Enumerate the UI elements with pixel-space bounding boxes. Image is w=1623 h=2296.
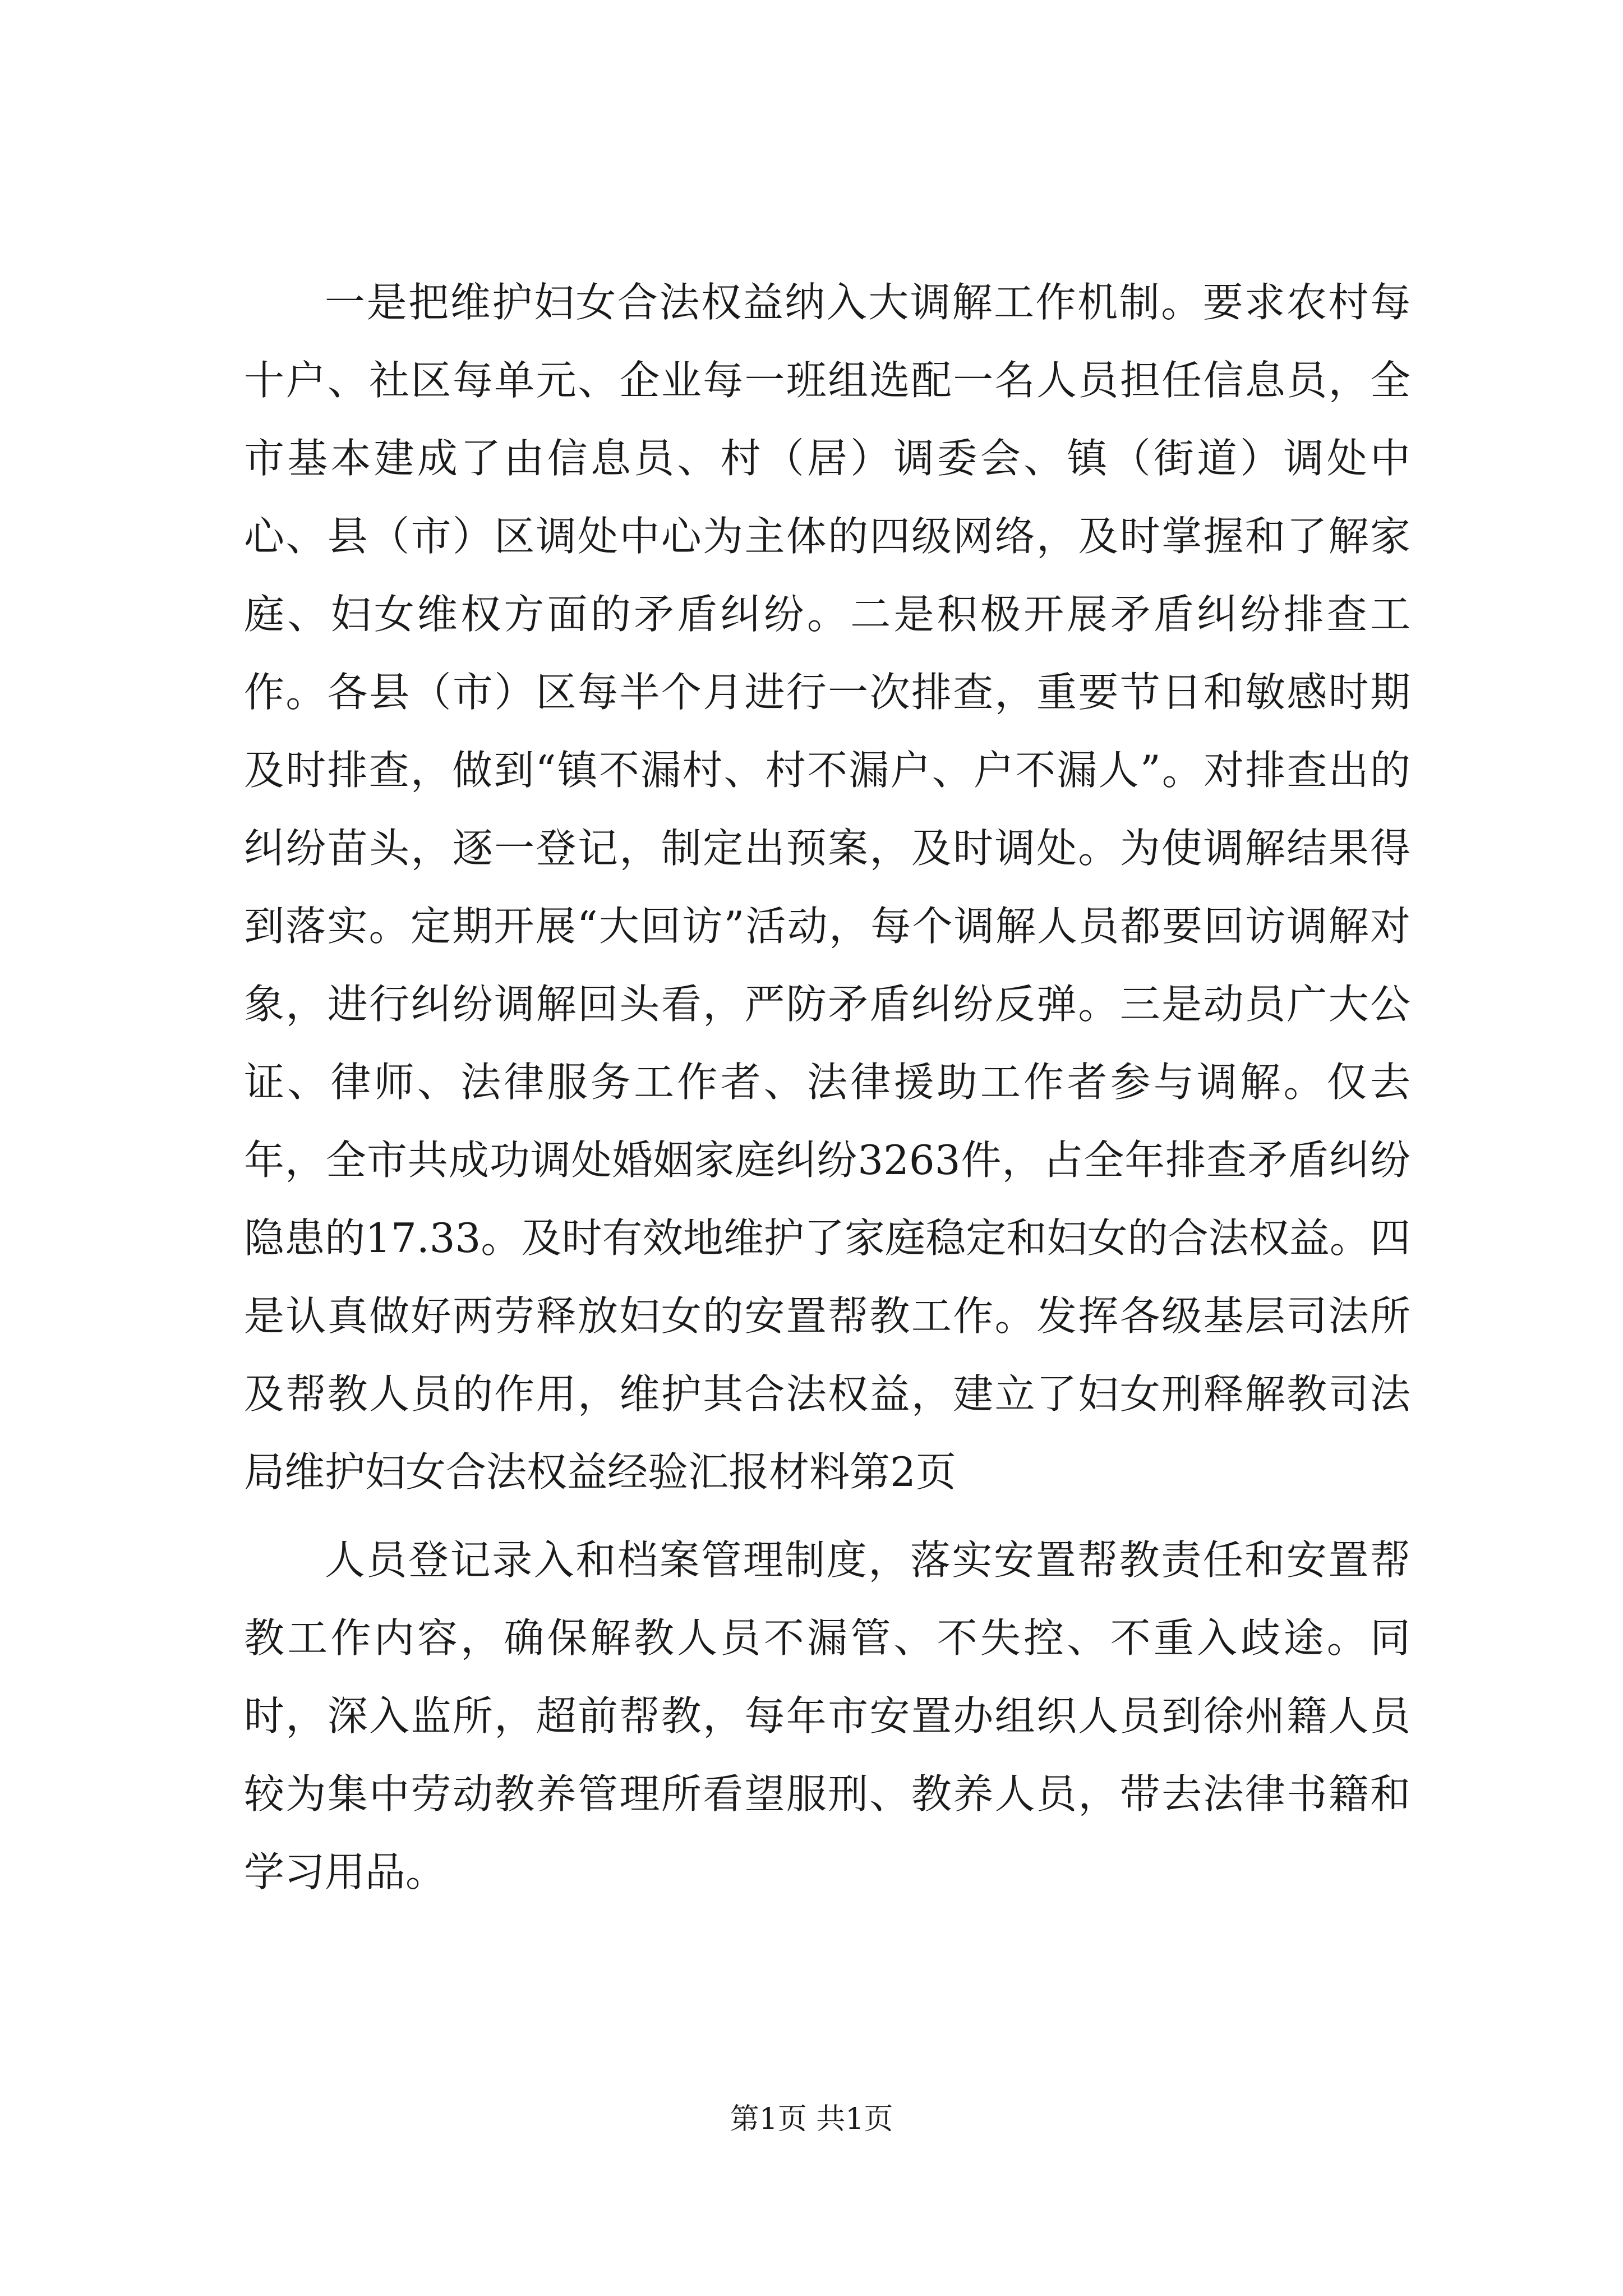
paragraph-1: 一是把维护妇女合法权益纳入大调解工作机制。要求农村每十户、社区每单元、企业每一班组选配一名人员担任信息员，全市基本建成了由信息员、村（居）调委会、镇（街道）调处中心、县（市）区调处中心为主体的四级网络，及时掌握和了解家庭、妇女维权方面的矛盾纠纷。二是积极开展矛盾纠纷排查工作。各县（市）区每半个月进行一次排查，重要节日和敏感时期及时排查，做到“镇不漏村、村不漏户、户不漏人”。对排查出的纠纷苗头，逐一登记，制定出预案，及时调处。为使调解结果得到落实。定期开展“大回访”活动，每个调解人员都要回访调解对象，进行纠纷调解回头看，严防矛盾纠纷反弹。三是动员广大公证、律师、法律服务工作者、法律援助工作者参与调解。仅去年，全市共成功调处婚姻家庭纠纷3263件，占全年排查矛盾纠纷隐患的17.33。及时有效地维护了家庭稳定和妇女的合法权益。四是认真做好两劳释放妇女的安置帮教工作。发挥各级基层司法所及帮教人员的作用，维护其合法权益，建立了妇女刑释解教司法局维护妇女合法权益经验汇报材料第2页: [244, 279, 1410, 1496]
page-footer: 第1页 共1页: [730, 2102, 893, 2136]
paragraph-2: 人员登记录入和档案管理制度，落实安置帮教责任和安置帮教工作内容，确保解教人员不漏管、不失控、不重入歧途。同时，深入监所，超前帮教，每年市安置办组织人员到徐州籍人员较为集中劳动教养管理所看望服刑、教养人员，带去法律书籍和学习用品。: [244, 1536, 1410, 1895]
document-body: [244, 264, 1410, 1911]
